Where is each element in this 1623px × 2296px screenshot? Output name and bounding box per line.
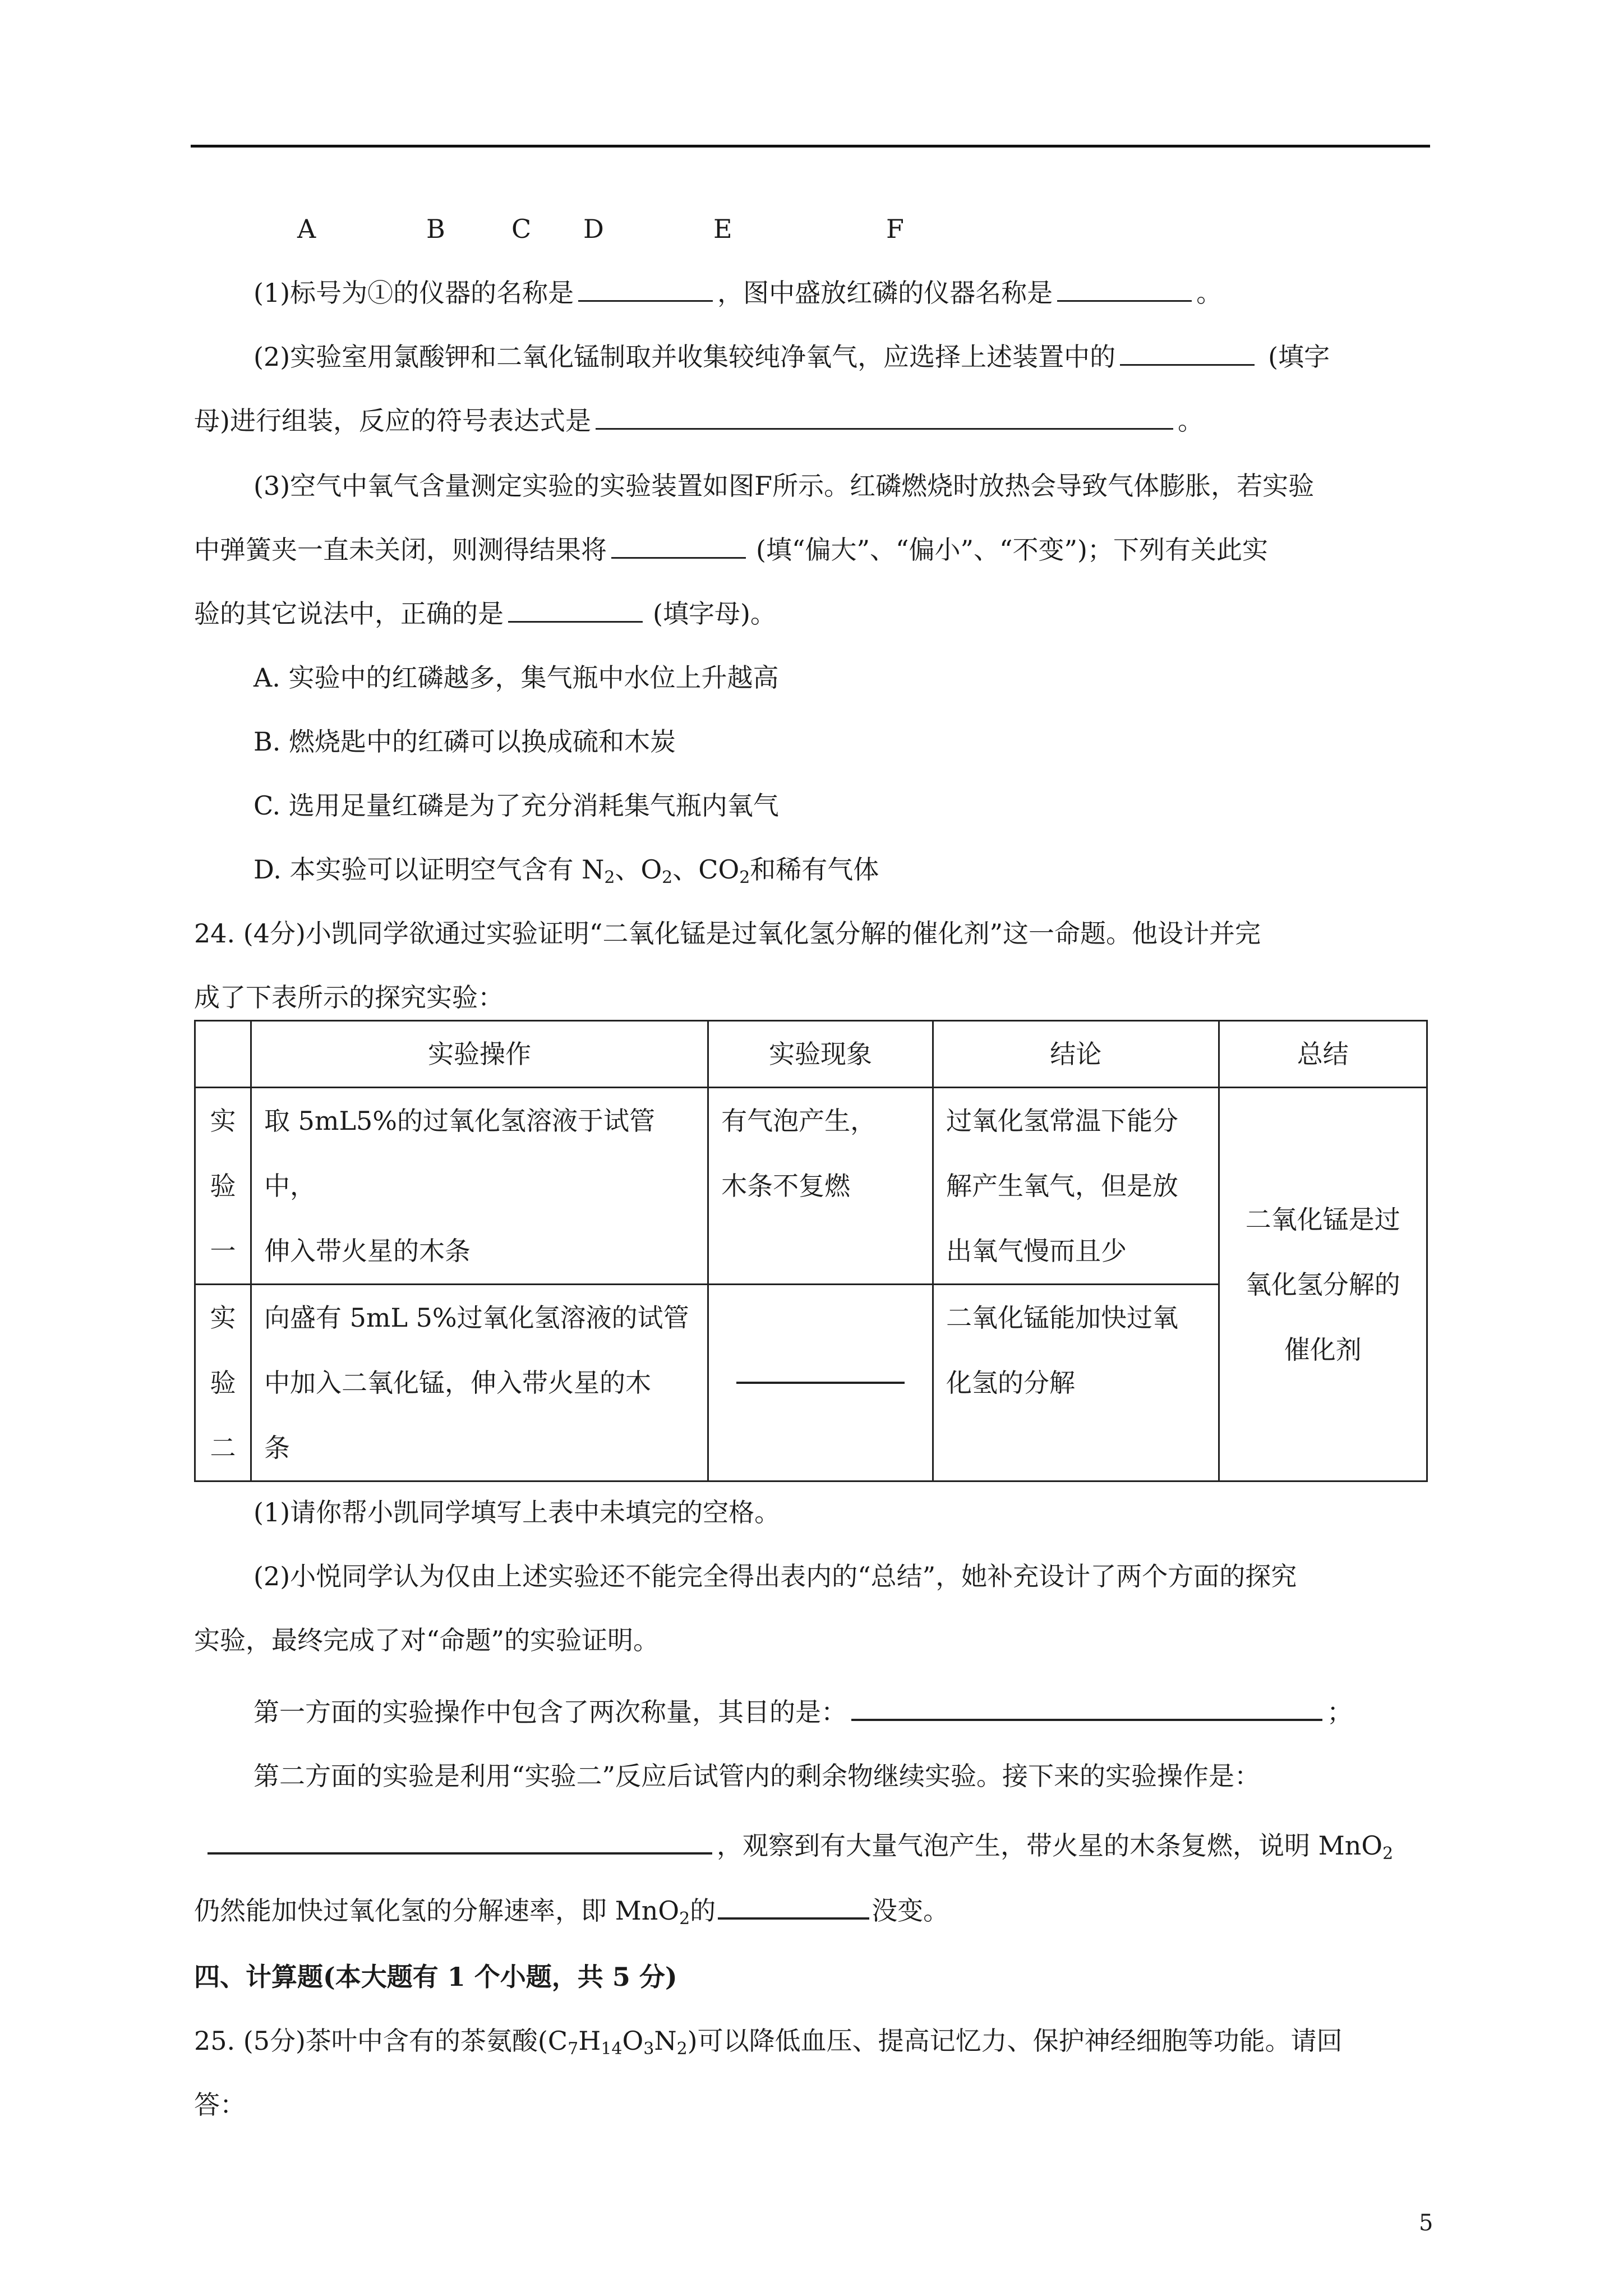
exp1-conclusion: [933, 1088, 1219, 1285]
cell-line: 催化剂: [1284, 1334, 1362, 1365]
q23-part1-text: (1)标号为①的仪器的名称是: [253, 278, 574, 308]
q25-cont: 答：: [194, 2090, 246, 2120]
figure-label-c: C: [511, 214, 532, 244]
row-label-char: 验: [210, 1368, 236, 1398]
page-number: 5: [1419, 2210, 1433, 2236]
q23-part2-cont: [194, 404, 1204, 438]
second-aspect-cont2: [194, 1894, 949, 1936]
row-label-char: 二: [210, 1433, 236, 1463]
punct: ；: [1327, 1697, 1353, 1727]
row-label-char: 一: [210, 1236, 236, 1266]
q23-part3-cont2: [194, 597, 776, 631]
opt-d-text3: 、CO: [672, 854, 740, 885]
punct: 。: [1177, 406, 1204, 436]
exp1-phenomenon: [708, 1088, 933, 1285]
row-label-char: 验: [210, 1171, 236, 1201]
q24-part2-cont: 实验，最终完成了对“命题”的实验证明。: [194, 1625, 660, 1655]
q23-part1: [253, 276, 1222, 310]
row-label-char: 实: [210, 1303, 236, 1333]
experiment-table: [194, 1020, 1428, 1482]
cell-line: 中加入二氧化锰，伸入带火星的木: [264, 1368, 651, 1398]
answer-blank: [718, 1917, 869, 1920]
cell-line: 木条不复燃: [721, 1171, 851, 1201]
q24-intro: 24. (4分)小凯同学欲通过实验证明“二氧化锰是过氧化氢分解的催化剂”这一命题。他设计并完: [194, 918, 1261, 949]
q23-part3-text5: (填字母)。: [653, 599, 776, 629]
answer-blank: [596, 428, 1173, 430]
q23-option-b: B. 燃烧匙中的红磷可以换成硫和木炭: [253, 726, 676, 757]
row-label-char: 实: [210, 1106, 236, 1136]
opt-d-text: D. 本实验可以证明空气含有 N: [253, 854, 605, 885]
first-aspect: [253, 1695, 1353, 1729]
answer-blank: [578, 300, 713, 302]
figure-label-d: D: [583, 214, 604, 244]
opt-d-text4: 和稀有气体: [750, 854, 879, 885]
q25-formula: O: [622, 2026, 644, 2056]
q25-text2: )可以降低血压、提高记忆力、保护神经细胞等功能。请回: [687, 2026, 1343, 2056]
q23-option-c: C. 选用足量红磷是为了充分消耗集气瓶内氧气: [253, 790, 779, 821]
figure-label-e: E: [713, 214, 732, 244]
row-label-exp1: [195, 1088, 251, 1285]
second-aspect-text4: 的: [690, 1895, 716, 1926]
punct: 。: [1196, 278, 1223, 308]
q25-formula: H: [578, 2026, 601, 2056]
exp2-phenomenon: [708, 1285, 933, 1481]
figure-label-f: F: [886, 214, 904, 244]
subscript: 7: [568, 2039, 579, 2059]
q23-part3-text4: 验的其它说法中，正确的是: [194, 599, 504, 629]
second-aspect-text5: 没变。: [872, 1895, 949, 1926]
summary-cell: [1219, 1088, 1427, 1481]
answer-blank: [1120, 364, 1255, 366]
cell-line: 过氧化氢常温下能分: [946, 1106, 1178, 1136]
q24-part1: (1)请你帮小凯同学填写上表中未填完的空格。: [253, 1497, 781, 1527]
q25-text: 25. (5分)茶叶中含有的茶氨酸(C: [194, 2026, 568, 2056]
cell-line: 二氧化锰是过: [1245, 1204, 1400, 1235]
q23-part1-text2: ，图中盛放红磷的仪器名称是: [717, 278, 1053, 308]
header-rule: [191, 145, 1430, 148]
exp1-operation: [251, 1088, 708, 1285]
subscript: 2: [662, 868, 673, 887]
q24-intro-cont: 成了下表所示的探究实验：: [194, 982, 504, 1013]
q25: [194, 2024, 1343, 2066]
opt-d-text2: 、O: [615, 854, 662, 885]
header-phenomenon: 实验现象: [708, 1021, 933, 1088]
header-summary: 总结: [1219, 1021, 1427, 1088]
first-aspect-text: 第一方面的实验操作中包含了两次称量，其目的是：: [253, 1697, 847, 1727]
cell-line: 有气泡产生，: [721, 1106, 877, 1136]
q23-part3-text: (3)空气中氧气含量测定实验的实验装置如图F所示。红磷燃烧时放热会导致气体膨胀，若实验: [253, 471, 1315, 501]
q24-part2: (2)小悦同学认为仅由上述实验还不能完全得出表内的“总结”，她补充设计了两个方面的探究: [253, 1561, 1297, 1591]
subscript: 3: [643, 2039, 654, 2059]
table-row: [195, 1088, 1427, 1285]
q23-part3-text3: (填“偏大”、“偏小”、“不变”)；下列有关此实: [756, 535, 1268, 565]
q23-part3-cont: [194, 533, 1268, 567]
exp2-conclusion: [933, 1285, 1219, 1481]
answer-blank: [208, 1852, 712, 1855]
answer-blank: [611, 557, 746, 559]
cell-line: 解产生氧气，但是放: [946, 1171, 1178, 1201]
q23-part3: [253, 469, 1314, 503]
table-header-row: [195, 1021, 1427, 1088]
figure-label-b: B: [426, 214, 445, 244]
q23-part2: [253, 340, 1330, 374]
q23-part2-text3: 母)进行组装，反应的符号表达式是: [194, 406, 591, 436]
second-aspect-text3: 仍然能加快过氧化氢的分解速率，即 MnO: [194, 1895, 680, 1926]
cell-line: 伸入带火星的木条: [264, 1236, 471, 1266]
second-aspect-text2: ，观察到有大量气泡产生，带火星的木条复燃，说明 MnO: [717, 1830, 1383, 1861]
cell-line: 化氢的分解: [946, 1368, 1075, 1398]
answer-blank: [1057, 300, 1192, 302]
q23-option-a: A. 实验中的红磷越多，集气瓶中水位上升越高: [253, 662, 779, 693]
q25-formula: N: [654, 2026, 677, 2056]
figure-label-a: A: [297, 214, 316, 244]
subscript: 2: [1382, 1844, 1394, 1864]
header-operation: 实验操作: [251, 1021, 708, 1088]
cell-line: 条: [264, 1433, 290, 1463]
answer-blank: [851, 1719, 1322, 1721]
second-aspect: 第二方面的实验是利用“实验二”反应后试管内的剩余物继续实验。接下来的实验操作是：: [253, 1761, 1261, 1791]
header-conclusion: 结论: [933, 1021, 1219, 1088]
cell-line: 氧化氢分解的: [1245, 1269, 1400, 1300]
cell-line: 取 5mL5%的过氧化氢溶液于试管中，: [264, 1106, 655, 1201]
subscript: 2: [739, 868, 750, 887]
q23-part2-text2: (填字: [1268, 342, 1330, 372]
header-empty: [195, 1021, 251, 1088]
answer-blank: [508, 621, 643, 623]
q23-part3-text2: 中弹簧夹一直未关闭，则测得结果将: [194, 535, 607, 565]
cell-line: 向盛有 5mL 5%过氧化氢溶液的试管: [264, 1303, 689, 1333]
answer-blank: [736, 1382, 905, 1384]
subscript: 14: [601, 2039, 623, 2059]
subscript: 2: [679, 1909, 690, 1929]
exp2-operation: [251, 1285, 708, 1481]
cell-line: 二氧化锰能加快过氧: [946, 1303, 1178, 1333]
cell-line: 出氧气慢而且少: [946, 1236, 1127, 1266]
q23-part2-text: (2)实验室用氯酸钾和二氧化锰制取并收集较纯净氧气，应选择上述装置中的: [253, 342, 1116, 372]
q23-option-d: [253, 853, 879, 895]
row-label-exp2: [195, 1285, 251, 1481]
subscript: 2: [604, 868, 615, 887]
section-title: 四、计算题(本大题有 1 个小题，共 5 分): [194, 1962, 677, 1992]
second-aspect-cont: [208, 1829, 1393, 1871]
subscript: 2: [676, 2039, 688, 2059]
